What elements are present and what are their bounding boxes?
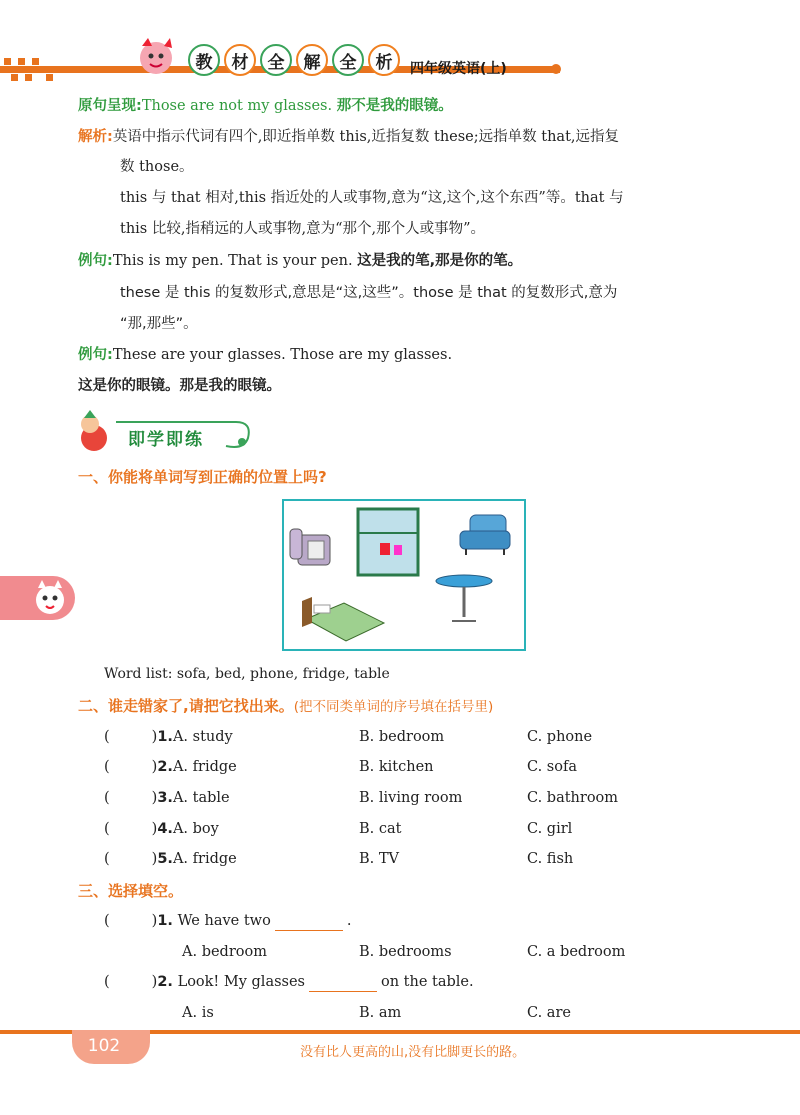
original-label: 原句呈现: (78, 98, 142, 114)
question-row (104, 788, 230, 808)
example-en: This is my pen. That is your pen. (112, 253, 353, 269)
option-c: C. girl (527, 821, 573, 837)
example-1 (78, 251, 522, 271)
example-2 (78, 345, 452, 365)
page-number: 102 (87, 1036, 121, 1056)
paren-close: ) (151, 759, 158, 775)
option-a: A. bedroom (182, 944, 267, 960)
option-c: C. are (527, 1005, 571, 1021)
question-row (104, 757, 237, 777)
option-a: A. fridge (172, 759, 237, 775)
paren-close: ) (151, 974, 158, 990)
analysis-line-3: this 与 that 相对,this 指近处的人或事物,意为“这,这个,这个东西”等。that 与 (120, 190, 624, 206)
section-1-heading: 一、你能将单词写到正确的位置上吗? (78, 468, 327, 486)
question-number: 1. (157, 729, 173, 745)
section-2-note: (把不同类单词的序号填在括号里) (293, 699, 494, 715)
fridge-icon (358, 509, 418, 575)
plural-note-2: “那,那些”。 (120, 316, 198, 332)
section-2-title: 二、谁走错家了,请把它找出来。 (78, 697, 294, 715)
option-a: A. boy (172, 821, 219, 837)
table-icon (436, 575, 492, 621)
option-c: C. bathroom (527, 790, 619, 806)
option-b: B. kitchen (359, 759, 434, 775)
plural-note-1: these 是 this 的复数形式,意思是“这,这些”。those 是 that 的复数形式,意为 (120, 285, 618, 301)
question-number: 5. (157, 851, 173, 867)
original-zh: 那不是我的眼镜。 (336, 98, 453, 114)
original-en: Those are not my glasses. (141, 98, 333, 114)
paren-close: ) (151, 851, 158, 867)
paren-open: ( (104, 851, 110, 867)
example-zh: 这是我的笔,那是你的笔。 (357, 253, 523, 269)
example-label: 例句: (78, 253, 113, 269)
example-label: 例句: (78, 347, 113, 363)
analysis-text: 英语中指示代词有四个,即近指单数 this,近指复数 these;远指单数 that,远指复 (112, 129, 620, 145)
option-b: B. TV (359, 851, 400, 867)
grade-label: 四年级英语(上) (410, 61, 507, 77)
paren-open: ( (104, 974, 110, 990)
title-char: 材 (224, 44, 256, 76)
option-b: B. cat (359, 821, 402, 837)
option-a: A. fridge (172, 851, 237, 867)
analysis-line-1 (78, 127, 619, 147)
option-b: B. bedroom (359, 729, 445, 745)
example-2-zh: 这是你的眼镜。那是我的眼镜。 (78, 378, 281, 394)
analysis-label: 解析: (78, 129, 113, 145)
option-c: C. sofa (527, 759, 577, 775)
title-char: 全 (260, 44, 292, 76)
paren-open: ( (104, 913, 110, 929)
question-row (104, 819, 219, 839)
option-b: B. living room (359, 790, 463, 806)
paren-open: ( (104, 729, 110, 745)
paren-close: ) (151, 913, 158, 929)
question-row (104, 972, 474, 992)
question-text: Look! My glasses (177, 974, 305, 990)
bed-icon (302, 597, 384, 641)
question-text: We have two (177, 913, 271, 929)
section-2-heading (78, 695, 493, 716)
original-sentence (78, 96, 453, 116)
fill-blank[interactable] (309, 977, 377, 992)
word-list: Word list: sofa, bed, phone, fridge, table (104, 666, 390, 682)
option-a: A. table (172, 790, 230, 806)
phone-icon (290, 529, 330, 565)
title-char: 析 (368, 44, 400, 76)
option-a: A. is (182, 1005, 214, 1021)
question-number: 4. (157, 821, 173, 837)
title-char: 全 (332, 44, 364, 76)
footer-motto: 没有比人更高的山,没有比脚更长的路。 (300, 1045, 526, 1060)
practice-title: 即学即练 (128, 430, 204, 450)
sofa-icon (460, 515, 510, 555)
question-end: . (346, 913, 352, 929)
furniture-picture (282, 499, 526, 651)
paren-open: ( (104, 821, 110, 837)
header-bar (0, 56, 800, 82)
option-a: A. study (172, 729, 233, 745)
fill-blank[interactable] (275, 916, 343, 931)
book-title (188, 44, 400, 76)
question-number: 2. (157, 759, 173, 775)
example-en: These are your glasses. Those are my glasses. (112, 347, 453, 363)
analysis-line-2: 数 those。 (120, 159, 194, 175)
option-c: C. a bedroom (527, 944, 626, 960)
question-row (104, 727, 233, 747)
question-number: 1. (157, 913, 173, 929)
section-3-heading: 三、选择填空。 (78, 882, 184, 900)
question-number: 3. (157, 790, 173, 806)
paren-open: ( (104, 790, 110, 806)
option-b: B. am (359, 1005, 402, 1021)
question-end: on the table. (381, 974, 474, 990)
mascot-icon (130, 36, 186, 90)
side-tab (0, 576, 75, 620)
paren-close: ) (151, 790, 158, 806)
cat-mascot-icon (28, 576, 72, 620)
paren-open: ( (104, 759, 110, 775)
title-char: 教 (188, 44, 220, 76)
option-c: C. phone (527, 729, 593, 745)
question-row (104, 911, 351, 931)
option-c: C. fish (527, 851, 574, 867)
paren-close: ) (151, 729, 158, 745)
paren-close: ) (151, 821, 158, 837)
title-char: 解 (296, 44, 328, 76)
question-number: 2. (157, 974, 173, 990)
analysis-line-4: this 比较,指稍远的人或事物,意为“那个,那个人或事物”。 (120, 221, 486, 237)
option-b: B. bedrooms (359, 944, 452, 960)
question-row (104, 849, 237, 869)
